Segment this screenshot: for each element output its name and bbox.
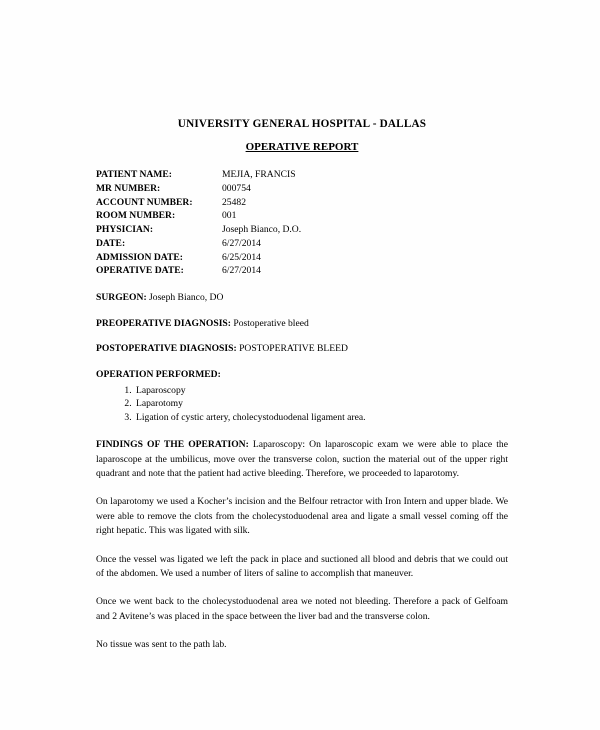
findings-text: Laparoscopy: On laparoscopic exam we were able to place the laparoscope at the umbilicus, move over the transverse colon, suction the material out of the upper right quadrant and note that the patient had active bleeding. Therefore, we proceeded to laparotomy.: [96, 439, 508, 480]
field-label: PHYSICIAN:: [96, 224, 154, 236]
field-value: 000754: [222, 182, 251, 194]
table-row: [96, 238, 301, 252]
table-row: [96, 183, 301, 197]
preoperative-diagnosis-label: PREOPERATIVE DIAGNOSIS:: [96, 317, 231, 329]
document-header: [96, 118, 508, 153]
body-paragraph-1: On laparotomy we used a Kocher’s incision and the Belfour retractor with Iron Intern and upper blade. We were able to remove the clots from the cholecystoduodenal area and ligate a small vessel coming off the right hepatic. This was ligated with silk.: [96, 496, 508, 537]
field-value: 6/25/2014: [222, 251, 261, 263]
field-value: Joseph Bianco, D.O.: [222, 224, 302, 236]
operative-report: [96, 118, 508, 653]
findings-label: FINDINGS OF THE OPERATION:: [96, 439, 249, 451]
postoperative-diagnosis-value: POSTOPERATIVE BLEED: [239, 343, 348, 355]
table-row: [96, 197, 301, 211]
operation-performed-label: OPERATION PERFORMED:: [96, 368, 221, 380]
field-label: DATE:: [96, 237, 126, 249]
operation-performed-list: [96, 384, 508, 426]
postoperative-diagnosis-line: [96, 343, 508, 355]
table-row: [96, 169, 301, 183]
list-item: 2. Laparotomy: [134, 397, 508, 411]
findings-paragraph: [96, 438, 508, 481]
body-paragraph-4: No tissue was sent to the path lab.: [96, 639, 227, 651]
body-paragraph-2: Once the vessel was ligated we left the pack in place and suctioned all blood and debris that we could out of the abdomen. We used a number of liters of saline to accomplish that maneuver.: [96, 553, 508, 579]
field-label: ADMISSION DATE:: [96, 251, 183, 263]
field-value: 6/27/2014: [222, 265, 261, 277]
list-item: 1. Laparoscopy: [134, 384, 508, 398]
table-row: [96, 224, 301, 238]
field-label: PATIENT NAME:: [96, 169, 172, 180]
field-label: MR NUMBER:: [96, 182, 161, 194]
field-value: 001: [222, 210, 237, 222]
postoperative-diagnosis-label: POSTOPERATIVE DIAGNOSIS:: [96, 343, 237, 355]
table-row: [96, 252, 301, 266]
preoperative-diagnosis-line: [96, 318, 508, 330]
surgeon-value: Joseph Bianco, DO: [149, 292, 224, 304]
field-value: 6/27/2014: [222, 237, 261, 249]
hospital-name: UNIVERSITY GENERAL HOSPITAL - DALLAS: [177, 118, 427, 130]
surgeon-label: SURGEON:: [96, 292, 147, 304]
report-title: OPERATIVE REPORT: [245, 141, 359, 153]
field-value: MEJIA, FRANCIS: [222, 169, 296, 180]
patient-info-table: [96, 169, 301, 279]
body-paragraph-3: Once we went back to the cholecystoduodenal area we noted not bleeding. Therefore a pack of Gelfoam and 2 Avitene’s was placed in the space between the liver bad and the transverse colon.: [96, 596, 508, 622]
field-label: ROOM NUMBER:: [96, 210, 176, 222]
field-label: ACCOUNT NUMBER:: [96, 196, 193, 208]
field-label: OPERATIVE DATE:: [96, 265, 184, 277]
field-value: 25482: [222, 196, 246, 208]
table-row: [96, 265, 301, 279]
table-row: [96, 210, 301, 224]
surgeon-line: [96, 292, 508, 304]
list-item: 3. Ligation of cystic artery, cholecystoduodenal ligament area.: [134, 411, 508, 425]
preoperative-diagnosis-value: Postoperative bleed: [233, 317, 309, 329]
